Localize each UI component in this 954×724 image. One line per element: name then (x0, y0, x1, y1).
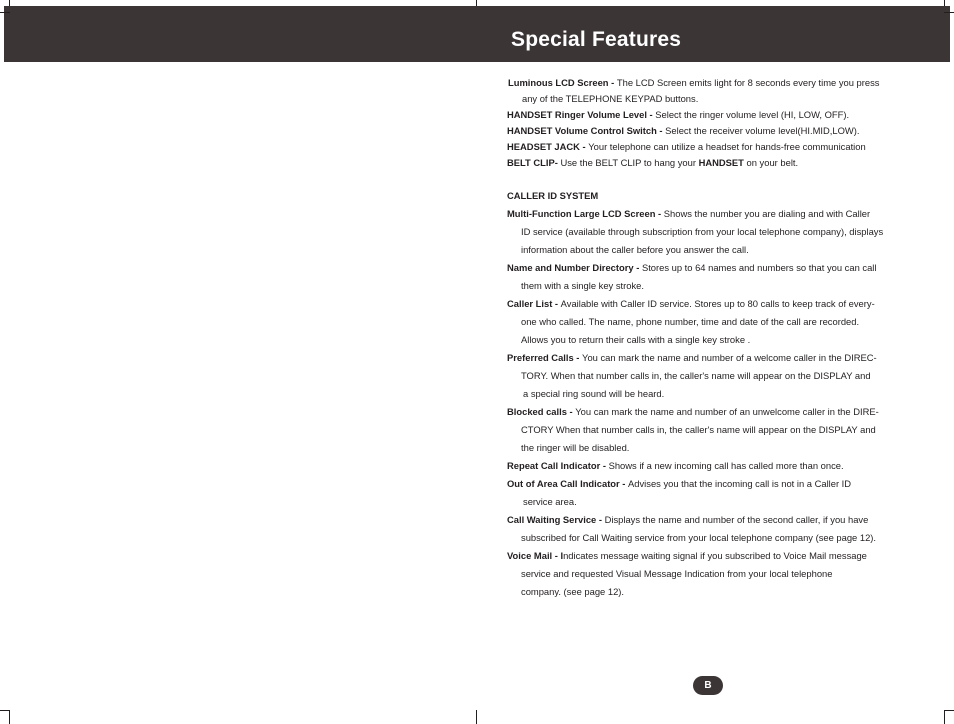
feature-repeat-call-indicator (507, 457, 913, 475)
feature-label: Multi-Function Large LCD Screen - (507, 208, 664, 219)
feature-text: Available with Caller ID service. Stores up to 80 calls to keep track of every- (560, 298, 875, 309)
feature-label: Name and Number Directory - (507, 262, 642, 273)
feature-preferred-calls (507, 349, 913, 403)
feature-text: Shows the number you are dialing and with Caller (663, 208, 871, 219)
feature-text: You can mark the name and number of a welcome caller in the DIREC- (582, 352, 877, 363)
crop-mark (476, 0, 477, 6)
crop-mark (944, 0, 945, 6)
feature-text: company. (see page 12). (521, 586, 625, 597)
feature-text: on your belt. (743, 157, 799, 168)
feature-text: ndicates message waiting signal if you subscribed to Voice Mail message (563, 550, 867, 561)
feature-label: Blocked calls - (507, 406, 576, 417)
feature-luminous-lcd (507, 75, 913, 107)
page-title: Special Features (511, 28, 682, 51)
crop-mark (9, 0, 10, 6)
feature-label: Caller List - (507, 298, 561, 309)
feature-blocked-calls (507, 403, 913, 457)
feature-text: Select the receiver volume level(HI.MID,LOW). (665, 125, 860, 136)
feature-label: BELT CLIP- (507, 157, 561, 168)
feature-label: HANDSET Volume Control Switch - (507, 125, 666, 136)
feature-text: them with a single key stroke. (521, 280, 644, 291)
crop-mark (476, 710, 477, 724)
feature-text: CTORY When that number calls in, the caller's name will appear on the DISPLAY and (521, 424, 876, 435)
feature-label: Preferred Calls - (507, 352, 583, 363)
feature-label: Luminous LCD Screen - (508, 77, 617, 88)
feature-text: Advises you that the incoming call is not in a Caller ID (628, 478, 852, 489)
feature-text: subscribed for Call Waiting service from your local telephone company (see page 12). (521, 532, 877, 543)
top-feature-list (507, 75, 913, 171)
feature-text: the ringer will be disabled. (521, 442, 630, 453)
feature-text: Use the BELT CLIP to hang your (560, 157, 699, 168)
feature-text: Stores up to 64 names and numbers so that you can call (641, 262, 877, 273)
feature-label: HEADSET JACK - (507, 141, 589, 152)
feature-text: service area. (523, 496, 577, 507)
feature-multi-function-lcd (507, 205, 913, 259)
feature-text: information about the caller before you answer the call. (521, 244, 749, 255)
feature-text: Your telephone can utilize a headset for hands-free communication (588, 141, 866, 152)
header-bar (4, 6, 950, 62)
crop-mark (944, 710, 945, 724)
feature-text: a special ring sound will be heard. (523, 388, 665, 399)
feature-text: Select the ringer volume level (HI, LOW, OFF). (655, 109, 850, 120)
feature-caller-list (507, 295, 913, 349)
feature-name-number-directory (507, 259, 913, 295)
feature-text: ID service (available through subscription from your local telephone company), displays (521, 226, 884, 237)
feature-handset-ringer (507, 107, 913, 123)
feature-out-of-area-indicator (507, 475, 913, 511)
feature-text: Displays the name and number of the second caller, if you have (604, 514, 869, 525)
feature-label: Out of Area Call Indicator - (507, 478, 629, 489)
feature-label: Call Waiting Service - (507, 514, 605, 525)
feature-content (507, 75, 913, 601)
crop-mark (0, 12, 10, 13)
feature-text: any of the TELEPHONE KEYPAD buttons. (522, 93, 699, 104)
feature-text: TORY. When that number calls in, the caller's name will appear on the DISPLAY and (521, 370, 871, 381)
feature-call-waiting-service (507, 511, 913, 547)
page-number-badge: B (693, 676, 723, 695)
section-heading-caller-id: CALLER ID SYSTEM (507, 190, 599, 201)
feature-text: Allows you to return their calls with a single key stroke . (521, 334, 751, 345)
feature-label: Voice Mail - I (507, 550, 564, 561)
crop-mark (944, 12, 954, 13)
crop-mark (944, 710, 954, 711)
caller-id-feature-list (507, 205, 913, 601)
feature-text: The LCD Screen emits light for 8 seconds every time you press (616, 77, 880, 88)
feature-belt-clip (507, 155, 913, 171)
feature-voice-mail (507, 547, 913, 601)
feature-text: Shows if a new incoming call has called more than once. (608, 460, 844, 471)
crop-mark (9, 710, 10, 724)
feature-headset-jack (507, 139, 913, 155)
feature-label: HANDSET Ringer Volume Level - (507, 109, 656, 120)
feature-text: one who called. The name, phone number, time and date of the call are recorded. (521, 316, 860, 327)
feature-text: service and requested Visual Message Indication from your local telephone (521, 568, 833, 579)
feature-label: Repeat Call Indicator - (507, 460, 609, 471)
feature-handset-volume (507, 123, 913, 139)
feature-bold-word: HANDSET (698, 157, 744, 168)
feature-text: You can mark the name and number of an unwelcome caller in the DIRE- (575, 406, 879, 417)
